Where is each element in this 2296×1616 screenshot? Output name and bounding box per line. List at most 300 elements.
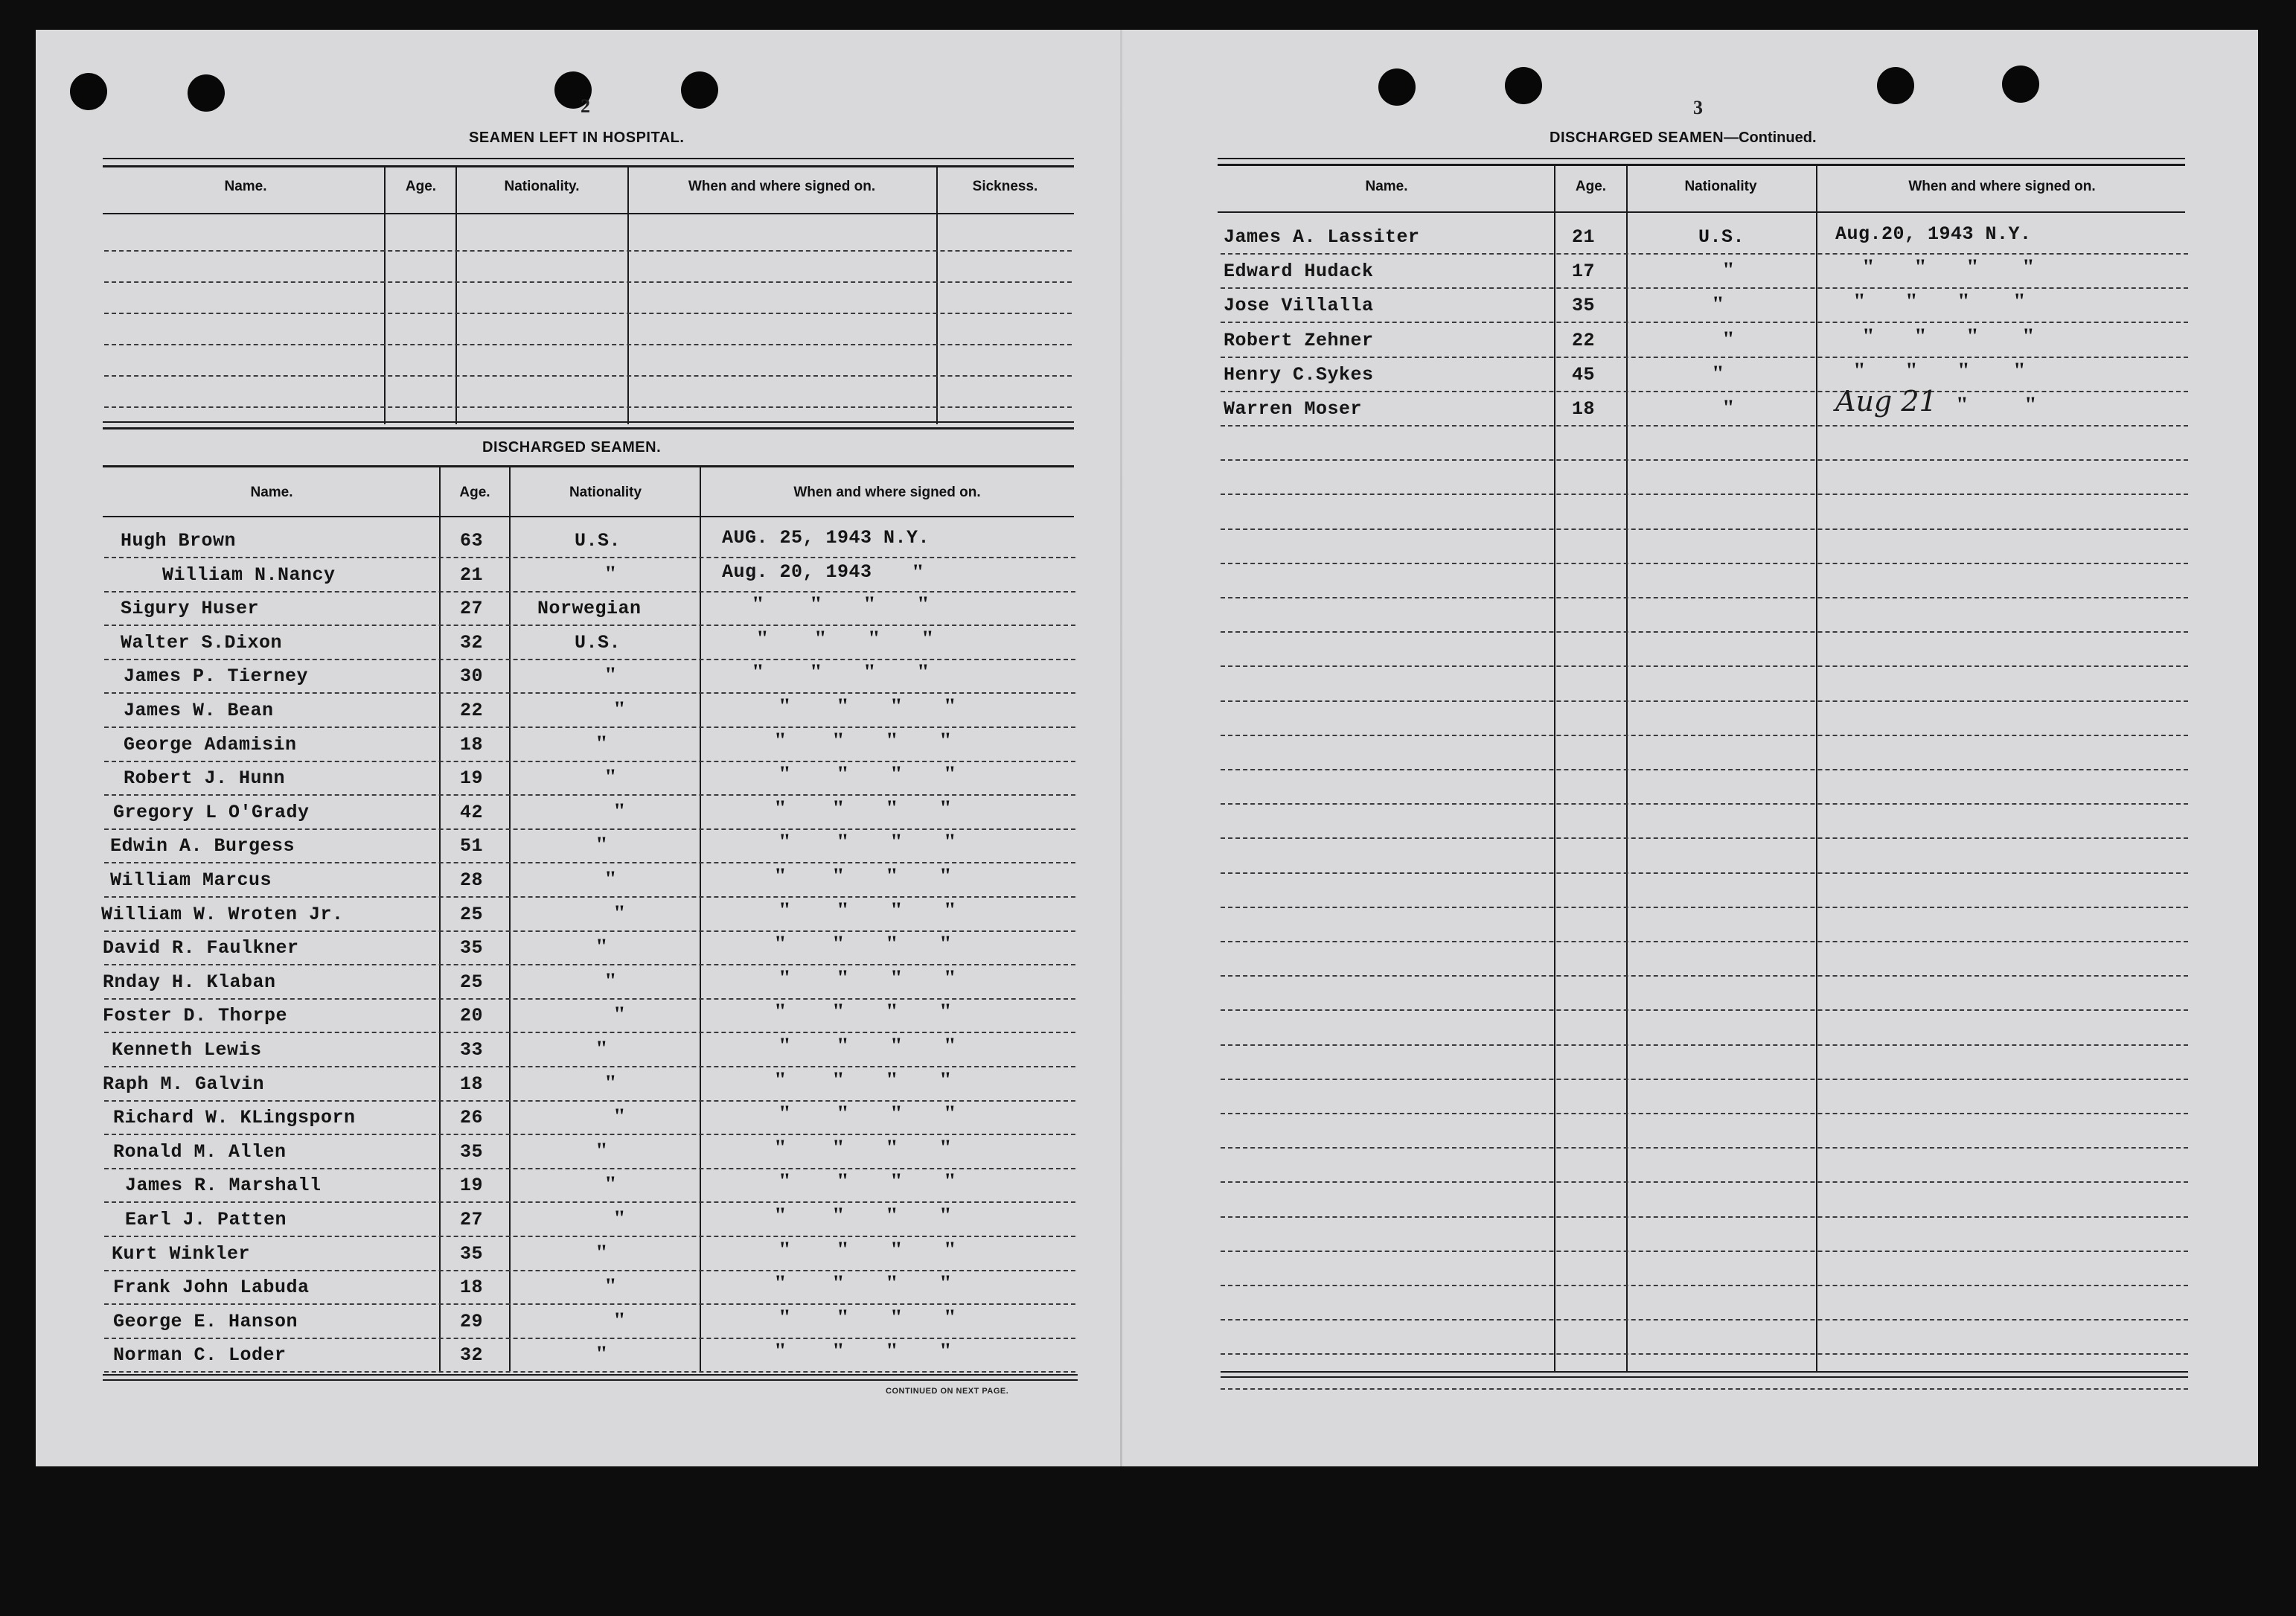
rule: [103, 465, 1074, 467]
seaman-age: 20: [460, 1005, 484, 1026]
ruled-line: [104, 964, 1075, 965]
ditto-mark: ": [863, 660, 876, 684]
ditto-mark: ": [1957, 289, 1970, 313]
seaman-name: Henry C.Sykes: [1224, 364, 1374, 386]
ditto-mark: ": [890, 1237, 903, 1262]
ditto-mark: ": [604, 1070, 617, 1095]
seaman-age: 42: [460, 802, 484, 823]
ditto-mark: ": [886, 1135, 898, 1160]
ruled-line: [104, 761, 1075, 762]
ruled-line: [104, 1032, 1075, 1033]
ruled-line: [104, 930, 1075, 932]
seaman-age: 51: [460, 835, 484, 857]
seaman-age: 21: [460, 564, 484, 586]
ditto-mark: ": [2022, 255, 2035, 279]
ditto-mark: ": [832, 1271, 845, 1295]
ruled-line: [104, 659, 1075, 660]
ruled-line: [104, 1168, 1075, 1169]
ditto-mark: ": [752, 660, 764, 684]
ditto-mark: ": [1853, 358, 1866, 383]
ditto-mark: ": [917, 592, 930, 616]
seaman-age: 22: [460, 700, 484, 721]
ditto-mark: ": [939, 1203, 952, 1227]
seaman-name: Kurt Winkler: [112, 1243, 251, 1265]
seaman-name: Richard W. KLingsporn: [113, 1107, 356, 1128]
ditto-mark: ": [595, 1240, 608, 1265]
seaman-age: 19: [460, 767, 484, 789]
rule: [1218, 158, 2185, 159]
discharged-section-title: DISCHARGED SEAMEN.: [482, 439, 662, 456]
ditto-mark: ": [837, 1237, 849, 1262]
ruled-line: [1221, 1251, 2188, 1252]
page-number: 3: [1693, 97, 1703, 118]
ruled-line: [1221, 907, 2188, 908]
ditto-mark: ": [944, 965, 956, 990]
seaman-name: Foster D. Thorpe: [103, 1005, 288, 1026]
ditto-mark: ": [778, 1169, 791, 1193]
ditto-mark: ": [868, 626, 880, 651]
ruled-line: [104, 313, 1072, 314]
ditto-mark: ": [886, 999, 898, 1023]
ruled-line: [1221, 941, 2188, 942]
signed-on: Aug.20, 1943 N.Y.: [1835, 223, 2032, 245]
ditto-mark: ": [2024, 392, 2037, 417]
discharged-col-age: Age.: [459, 485, 490, 500]
ruled-line: [104, 692, 1075, 694]
seaman-age: 29: [460, 1311, 484, 1332]
ditto-mark: ": [890, 829, 903, 854]
seaman-age: 22: [1572, 330, 1596, 351]
ruled-line: [1221, 1113, 2188, 1114]
ruled-line: [1221, 597, 2188, 598]
seaman-name: Norman C. Loder: [113, 1344, 287, 1366]
seaman-nationality: U.S.: [575, 530, 621, 552]
seaman-age: 35: [460, 1243, 484, 1265]
ditto-mark: ": [595, 1138, 608, 1163]
seaman-name: William W. Wroten Jr.: [101, 904, 344, 925]
ditto-mark: ": [595, 1036, 608, 1061]
ditto-mark: ": [939, 1271, 952, 1295]
seaman-age: 18: [460, 1073, 484, 1095]
discharged-col-signed-on: When and where signed on.: [793, 485, 981, 500]
ruled-line: [1221, 975, 2188, 977]
ditto-mark: ": [886, 1203, 898, 1227]
ditto-mark: ": [939, 796, 952, 820]
ruled-line: [1221, 735, 2188, 736]
ditto-mark: ": [595, 731, 608, 756]
ditto-mark: ": [890, 761, 903, 786]
ruled-line: [1221, 769, 2188, 770]
ruled-line: [1221, 1009, 2188, 1011]
ditto-mark: ": [2013, 289, 2026, 313]
seaman-name: William Marcus: [110, 869, 272, 891]
seaman-name: Robert Zehner: [1224, 330, 1374, 351]
ruled-line: [104, 1134, 1075, 1135]
ditto-mark: ": [778, 965, 791, 990]
ruled-line: [1221, 528, 2188, 530]
discharged-col-nationality: Nationality: [569, 485, 642, 500]
seaman-age: 19: [460, 1175, 484, 1196]
ruled-line: [104, 794, 1075, 796]
seaman-name: David R. Faulkner: [103, 937, 299, 959]
ditto-mark: ": [613, 697, 626, 721]
ditto-mark: ": [832, 1135, 845, 1160]
ditto-mark: ": [939, 1135, 952, 1160]
rule: [1221, 1376, 2188, 1378]
ditto-mark: ": [604, 968, 617, 993]
discharged-col-name: Name.: [250, 485, 293, 500]
seaman-age: 27: [460, 598, 484, 619]
ruled-line: [1221, 631, 2188, 633]
binder-hole: [1378, 68, 1416, 106]
ditto-mark: ": [595, 1341, 608, 1366]
ditto-mark: ": [832, 728, 845, 753]
ruled-line: [104, 1338, 1075, 1339]
ditto-mark: ": [778, 829, 791, 854]
ditto-mark: ": [613, 901, 626, 925]
ditto-mark: ": [890, 1033, 903, 1058]
seaman-name: William N.Nancy: [162, 564, 336, 586]
rule: [103, 1379, 1078, 1381]
continued-note: CONTINUED ON NEXT PAGE.: [886, 1387, 1009, 1396]
seaman-age: 18: [460, 734, 484, 756]
seaman-name: Warren Moser: [1224, 398, 1363, 420]
ditto-mark: ": [1966, 324, 1979, 348]
binder-hole: [188, 74, 225, 112]
seaman-age: 63: [460, 530, 484, 552]
column-divider: [1816, 165, 1817, 1371]
ditto-mark: ": [886, 796, 898, 820]
rule: [103, 165, 1074, 167]
ditto-mark: ": [886, 863, 898, 888]
ruled-line: [1221, 459, 2188, 461]
ruled-line: [104, 591, 1075, 593]
seaman-name: George E. Hanson: [113, 1311, 298, 1332]
ruled-line: [104, 1270, 1075, 1271]
ditto-mark: ": [774, 1135, 787, 1160]
ruled-line: [1221, 837, 2188, 839]
ruled-line: [104, 1100, 1075, 1102]
ditto-mark: ": [1712, 361, 1724, 386]
ditto-mark: ": [774, 796, 787, 820]
title-suffix: —Continued.: [1724, 130, 1817, 146]
seaman-name: Frank John Labuda: [113, 1277, 310, 1298]
ruled-line: [1221, 1388, 2188, 1390]
seaman-age: 25: [460, 904, 484, 925]
seaman-name: James A. Lassiter: [1224, 226, 1420, 248]
ditto-mark: ": [1905, 289, 1918, 313]
ditto-mark: ": [837, 898, 849, 922]
ditto-mark: ": [944, 1305, 956, 1329]
seaman-age: 35: [460, 1141, 484, 1163]
seaman-age: 21: [1572, 226, 1596, 248]
ditto-mark: ": [774, 1067, 787, 1092]
ditto-mark: ": [863, 592, 876, 616]
ditto-mark: ": [774, 931, 787, 956]
ruled-line: [1221, 665, 2188, 667]
ditto-mark: ": [1957, 358, 1970, 383]
rule: [103, 427, 1074, 429]
ruled-line: [1221, 322, 2188, 323]
ruled-line: [1221, 287, 2188, 289]
signed-on: Aug. 20, 1943: [722, 561, 872, 583]
seaman-age: 27: [460, 1209, 484, 1230]
rule: [1218, 164, 2185, 166]
ditto-mark: ": [613, 1002, 626, 1026]
seaman-nationality: U.S.: [1698, 226, 1745, 248]
ditto-mark: ": [832, 1067, 845, 1092]
ditto-mark: ": [890, 965, 903, 990]
ditto-mark: ": [886, 1271, 898, 1295]
ditto-mark: ": [2013, 358, 2026, 383]
ditto-mark: ": [890, 1169, 903, 1193]
ditto-mark: ": [939, 1338, 952, 1363]
hospital-col-nationality: Nationality.: [504, 179, 580, 194]
binder-hole: [2002, 66, 2039, 103]
column-divider: [455, 167, 457, 424]
ditto-mark: ": [837, 1305, 849, 1329]
ditto-mark: ": [944, 1169, 956, 1193]
ditto-mark: ": [604, 1172, 617, 1196]
ditto-mark: ": [917, 660, 930, 684]
seaman-name: Ronald M. Allen: [113, 1141, 287, 1163]
seaman-nationality: U.S.: [575, 632, 621, 654]
seaman-name: Earl J. Patten: [125, 1209, 287, 1230]
ruled-line: [1221, 872, 2188, 874]
ruled-line: [1221, 253, 2188, 255]
ruled-line: [1221, 1285, 2188, 1286]
ditto-mark: ": [774, 1271, 787, 1295]
ruled-line: [104, 1201, 1075, 1203]
ditto-mark: ": [944, 694, 956, 718]
ditto-mark: ": [837, 1169, 849, 1193]
ditto-mark: ": [912, 560, 924, 584]
seaman-name: Robert J. Hunn: [124, 767, 286, 789]
ditto-mark: ": [890, 1101, 903, 1125]
ditto-mark: ": [1712, 292, 1724, 316]
ruled-line: [1221, 494, 2188, 495]
ruled-line: [1221, 391, 2188, 392]
ruled-line: [104, 557, 1075, 558]
seaman-name: Rnday H. Klaban: [103, 971, 276, 993]
seaman-name: Gregory L O'Grady: [113, 802, 310, 823]
ditto-mark: ": [1905, 358, 1918, 383]
ditto-mark: ": [837, 1033, 849, 1058]
seaman-name: Edwin A. Burgess: [110, 835, 295, 857]
ruled-line: [104, 896, 1075, 898]
seaman-name: James W. Bean: [124, 700, 274, 721]
rule: [103, 1374, 1078, 1376]
seaman-age: 35: [1572, 295, 1596, 316]
ruled-line: [1221, 1044, 2188, 1046]
ditto-mark: ": [1914, 324, 1927, 348]
ruled-line: [1221, 425, 2188, 427]
ruled-line: [104, 1303, 1075, 1305]
binder-hole: [681, 71, 718, 109]
ditto-mark: ": [837, 829, 849, 854]
continued-col-signed-on: When and where signed on.: [1908, 179, 2096, 194]
ditto-mark: ": [944, 898, 956, 922]
page-fold: [1120, 30, 1122, 1466]
ruled-line: [104, 1371, 1075, 1373]
ditto-mark: ": [613, 1104, 626, 1128]
ruled-line: [104, 726, 1075, 728]
binder-hole: [1505, 67, 1542, 104]
ditto-mark: ": [944, 1033, 956, 1058]
ruled-line: [104, 862, 1075, 863]
ruled-line: [104, 250, 1072, 252]
ditto-mark: ": [595, 934, 608, 959]
seaman-age: 35: [460, 937, 484, 959]
hospital-col-name: Name.: [224, 179, 267, 194]
seaman-age: 26: [460, 1107, 484, 1128]
ditto-mark: ": [2022, 324, 2035, 348]
column-divider: [1626, 165, 1628, 1371]
column-divider: [1554, 165, 1555, 1371]
ruled-line: [104, 375, 1072, 377]
ditto-mark: ": [944, 1101, 956, 1125]
handwritten-signed-on: Aug 21: [1835, 385, 1937, 418]
ditto-mark: ": [613, 799, 626, 823]
ditto-mark: ": [604, 764, 617, 789]
ruled-line: [1221, 700, 2188, 702]
ditto-mark: ": [921, 626, 934, 651]
seaman-age: 30: [460, 665, 484, 687]
seaman-name: Kenneth Lewis: [112, 1039, 262, 1061]
hospital-col-age: Age.: [405, 179, 437, 194]
ruled-line: [1221, 1216, 2188, 1218]
ruled-line: [104, 1066, 1075, 1067]
ditto-mark: ": [832, 931, 845, 956]
binder-hole: [1877, 67, 1914, 104]
seaman-name: Walter S.Dixon: [121, 632, 283, 654]
ruled-line: [104, 344, 1072, 345]
seaman-age: 32: [460, 1344, 484, 1366]
ditto-mark: ": [837, 694, 849, 718]
continued-col-age: Age.: [1575, 179, 1607, 194]
continued-col-name: Name.: [1365, 179, 1408, 194]
ditto-mark: ": [939, 1067, 952, 1092]
ditto-mark: ": [890, 898, 903, 922]
ditto-mark: ": [1862, 255, 1875, 279]
ditto-mark: ": [1862, 324, 1875, 348]
ditto-mark: ": [778, 1033, 791, 1058]
rule: [103, 421, 1074, 423]
ditto-mark: ": [886, 1338, 898, 1363]
ditto-mark: ": [774, 863, 787, 888]
ditto-mark: ": [939, 931, 952, 956]
ditto-mark: ": [944, 829, 956, 854]
seaman-name: Jose Villalla: [1224, 295, 1374, 316]
seaman-name: Sigury Huser: [121, 598, 260, 619]
column-divider: [384, 167, 386, 424]
ditto-mark: ": [613, 1206, 626, 1230]
ditto-mark: ": [837, 965, 849, 990]
hospital-col-signed-on: When and where signed on.: [688, 179, 876, 194]
ruled-line: [1221, 1181, 2188, 1183]
seaman-age: 33: [460, 1039, 484, 1061]
ditto-mark: ": [886, 728, 898, 753]
ditto-mark: ": [810, 660, 822, 684]
seaman-name: Edward Hudack: [1224, 261, 1374, 282]
page-number: 2: [581, 95, 590, 117]
ruled-line: [104, 1236, 1075, 1237]
ditto-mark: ": [832, 796, 845, 820]
ditto-mark: ": [944, 1237, 956, 1262]
ditto-mark: ": [778, 1305, 791, 1329]
seaman-age: 32: [460, 632, 484, 654]
hospital-col-sickness: Sickness.: [972, 179, 1038, 194]
rule: [1221, 1371, 2188, 1373]
seaman-name: George Adamisin: [124, 734, 297, 756]
ditto-mark: ": [1956, 392, 1969, 417]
ditto-mark: ": [1722, 395, 1735, 420]
continued-col-nationality: Nationality: [1684, 179, 1757, 194]
ditto-mark: ": [752, 592, 764, 616]
ditto-mark: ": [778, 694, 791, 718]
seaman-name: James P. Tierney: [124, 665, 309, 687]
ruled-line: [104, 998, 1075, 1000]
seaman-age: 45: [1572, 364, 1596, 386]
ditto-mark: ": [944, 761, 956, 786]
ditto-mark: ": [1966, 255, 1979, 279]
binder-hole: [70, 73, 107, 110]
ditto-mark: ": [778, 1101, 791, 1125]
ditto-mark: ": [814, 626, 827, 651]
rule: [1218, 211, 2185, 213]
ditto-mark: ": [837, 761, 849, 786]
seaman-name: Raph M. Galvin: [103, 1073, 265, 1095]
ditto-mark: ": [774, 1338, 787, 1363]
seaman-age: 18: [460, 1277, 484, 1298]
ditto-mark: ": [1722, 258, 1735, 282]
ditto-mark: ": [810, 592, 822, 616]
ditto-mark: ": [832, 999, 845, 1023]
column-divider: [936, 167, 938, 424]
ditto-mark: ": [774, 728, 787, 753]
ditto-mark: ": [939, 999, 952, 1023]
ditto-mark: ": [832, 1203, 845, 1227]
seaman-age: 18: [1572, 398, 1596, 420]
rule: [103, 158, 1074, 159]
ditto-mark: ": [778, 1237, 791, 1262]
signed-on: AUG. 25, 1943 N.Y.: [722, 527, 930, 549]
seaman-name: Hugh Brown: [121, 530, 237, 552]
ditto-mark: ": [613, 1308, 626, 1332]
ditto-mark: ": [837, 1101, 849, 1125]
ditto-mark: ": [1853, 289, 1866, 313]
seaman-age: 28: [460, 869, 484, 891]
ditto-mark: ": [886, 1067, 898, 1092]
ditto-mark: ": [604, 662, 617, 687]
ditto-mark: ": [1914, 255, 1927, 279]
ditto-mark: ": [604, 866, 617, 891]
ditto-mark: ": [890, 1305, 903, 1329]
column-divider: [627, 167, 629, 424]
ditto-mark: ": [778, 761, 791, 786]
ditto-mark: ": [886, 931, 898, 956]
ruled-line: [1221, 1353, 2188, 1355]
ruled-line: [104, 281, 1072, 283]
ruled-line: [1221, 1319, 2188, 1320]
seaman-age: 25: [460, 971, 484, 993]
ditto-mark: ": [832, 1338, 845, 1363]
seaman-age: 17: [1572, 261, 1596, 282]
ditto-mark: ": [595, 832, 608, 857]
ruled-line: [1221, 803, 2188, 805]
ditto-mark: ": [774, 999, 787, 1023]
ditto-mark: ": [1722, 327, 1735, 351]
